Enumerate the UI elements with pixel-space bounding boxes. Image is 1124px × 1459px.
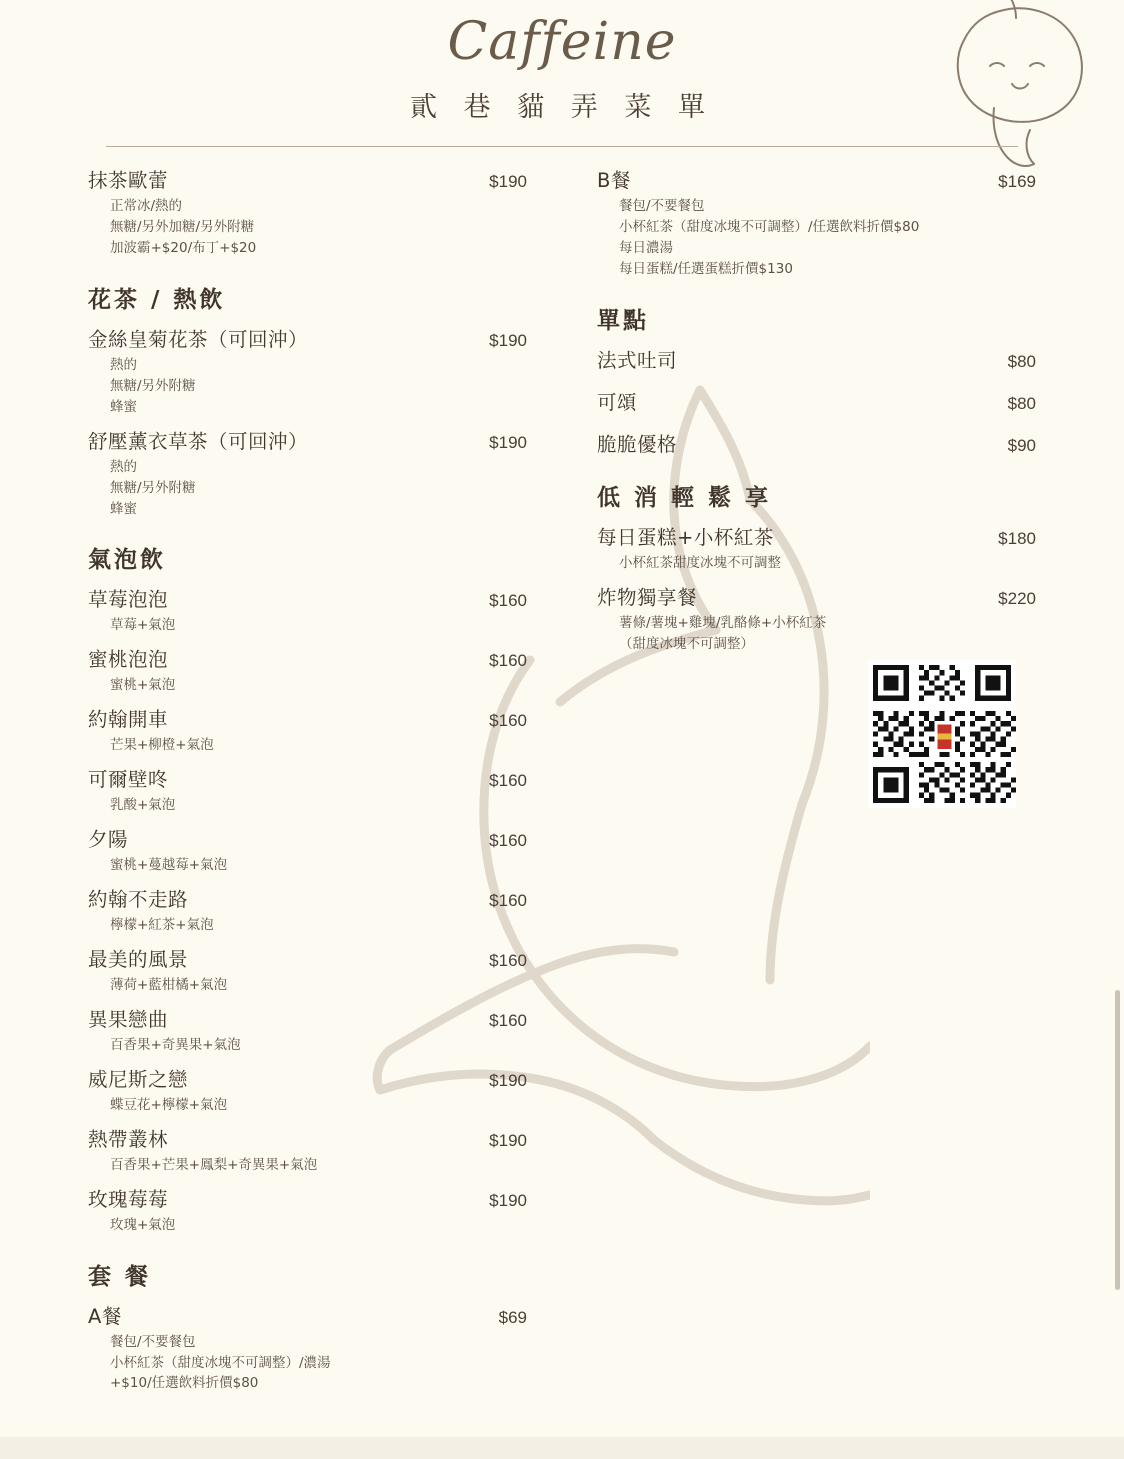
menu-section-heading: 氣泡飲 [88, 547, 166, 574]
menu-item-description-line: 無糖/另外加糖/另外附糖 [110, 219, 255, 236]
menu-item-description [110, 1155, 527, 1176]
menu-item-description-line: 蜂蜜 [110, 398, 137, 415]
menu-item-description-line: 熱的 [110, 356, 137, 373]
menu-item-description-line: （甜度冰塊不可調整） [619, 635, 754, 652]
menu-item-row [88, 884, 527, 912]
menu-item-description [110, 795, 527, 816]
menu-item-description-line: 百香果+奇異果+氣泡 [110, 1036, 241, 1053]
menu-item [88, 1004, 527, 1056]
menu-item [597, 582, 1036, 655]
qr-code-icon[interactable] [868, 660, 1016, 808]
menu-item [88, 324, 527, 418]
menu-item-row [88, 165, 527, 193]
menu-item-name: 舒壓薰衣草茶（可回沖） [88, 429, 309, 453]
menu-item-description [619, 196, 1036, 280]
menu-item-row [88, 426, 527, 454]
menu-item [88, 165, 527, 259]
menu-item-name: 蜜桃泡泡 [88, 648, 169, 672]
menu-item-row [88, 1004, 527, 1032]
menu-item-description [110, 1215, 527, 1236]
menu-item-name: 炸物獨享餐 [597, 585, 698, 609]
menu-item [88, 1064, 527, 1116]
menu-item-price: $160 [489, 651, 527, 671]
menu-item-row [88, 1124, 527, 1152]
menu-item [88, 944, 527, 996]
menu-item-description-line: 薄荷+藍柑橘+氣泡 [110, 977, 228, 994]
menu-item-price: $69 [498, 1307, 527, 1327]
menu-item-name: 約翰開車 [88, 708, 169, 732]
menu-item-description-line: 百香果+芒果+鳳梨+奇異果+氣泡 [110, 1156, 318, 1173]
menu-section-heading: 低 消 輕 鬆 享 [597, 484, 772, 511]
menu-item-name: 約翰不走路 [88, 888, 189, 912]
menu-item [88, 584, 527, 636]
menu-item [88, 824, 527, 876]
menu-item-name: 抹茶歐蕾 [88, 169, 169, 193]
menu-item-description [110, 675, 527, 696]
menu-item-row [597, 429, 1036, 457]
menu-item-description [619, 553, 1036, 574]
menu-item [88, 764, 527, 816]
menu-item [88, 1124, 527, 1176]
menu-item [597, 345, 1036, 373]
menu-item-description [619, 613, 1036, 655]
menu-item-row [88, 644, 527, 672]
menu-item-description-line: 草莓+氣泡 [110, 617, 176, 634]
menu-item-description-line: 無糖/另外附糖 [110, 377, 196, 394]
menu-item-description-line: 小杯紅茶甜度冰塊不可調整 [619, 554, 781, 571]
menu-item-description-line: 餐包/不要餐包 [619, 198, 705, 215]
menu-item-row [88, 324, 527, 352]
menu-item-description-line: 蜜桃+氣泡 [110, 677, 176, 694]
menu-item-name: 可頌 [597, 390, 638, 414]
menu-item-name: 脆脆優格 [597, 432, 678, 456]
menu-item-price: $160 [489, 771, 527, 791]
menu-item-description-line: 薯條/薯塊+雞塊/乳酪條+小杯紅茶 [619, 614, 827, 631]
menu-item-price: $190 [489, 432, 527, 452]
menu-item-description-line: 乳酸+氣泡 [110, 797, 176, 814]
menu-item-price: $190 [489, 1190, 527, 1210]
menu-item-row [597, 165, 1036, 193]
menu-item-name: 金絲皇菊花茶（可回沖） [88, 327, 309, 351]
menu-item [597, 522, 1036, 574]
menu-section-heading: 花茶 / 熱飲 [88, 286, 226, 313]
menu-item-description-line: 熱的 [110, 458, 137, 475]
menu-item-price: $160 [489, 1010, 527, 1030]
menu-item-description-line: 小杯紅茶（甜度冰塊不可調整）/任選飲料折價$80 [619, 219, 920, 236]
menu-item-description [110, 457, 527, 520]
menu-item-price: $90 [1007, 435, 1036, 455]
menu-item-description [110, 1095, 527, 1116]
menu-item-price: $160 [489, 831, 527, 851]
page-title: 貳 巷 貓 弄 菜 單 [410, 92, 714, 124]
menu-item-row [88, 944, 527, 972]
menu-item-row [597, 582, 1036, 610]
menu-item-description-line: 每日蛋糕/任選蛋糕折價$130 [619, 260, 793, 277]
menu-item-description-line: 小杯紅茶（甜度冰塊不可調整）/濃湯 [110, 1354, 331, 1371]
menu-item [88, 704, 527, 756]
menu-item-price: $160 [489, 951, 527, 971]
menu-item-price: $190 [489, 1130, 527, 1150]
menu-item-name: 可爾壁咚 [88, 768, 169, 792]
menu-item [88, 1184, 527, 1236]
menu-item-price: $80 [1007, 351, 1036, 371]
menu-item-name: 威尼斯之戀 [88, 1067, 189, 1091]
brand-name: Caffeine [447, 12, 677, 72]
menu-item-description-line: 無糖/另外附糖 [110, 479, 196, 496]
qr-code-block[interactable] [868, 660, 1016, 813]
menu-column-left [88, 165, 527, 1402]
menu-item-description-line: +$10/任選飲料折價$80 [110, 1375, 259, 1392]
menu-item-description-line: 芒果+柳橙+氣泡 [110, 737, 214, 754]
menu-item-description-line: 蜂蜜 [110, 500, 137, 517]
menu-item-name: 熱帶叢林 [88, 1127, 169, 1151]
menu-item-description [110, 975, 527, 996]
menu-item-description-line: 玫瑰+氣泡 [110, 1216, 176, 1233]
menu-item [88, 426, 527, 520]
menu-item-description [110, 915, 527, 936]
menu-item-description-line: 檸檬+紅茶+氣泡 [110, 917, 214, 934]
menu-item-description-line: 正常冰/熱的 [110, 198, 183, 215]
menu-item-description-line: 蜜桃+蔓越莓+氣泡 [110, 857, 228, 874]
menu-item-price: $190 [489, 330, 527, 350]
menu-item-description [110, 735, 527, 756]
menu-item-row [597, 345, 1036, 373]
menu-section-heading: 套 餐 [88, 1263, 152, 1290]
menu-section-heading: 單點 [597, 307, 649, 334]
menu-item-row [88, 764, 527, 792]
menu-item-name: 玫瑰莓莓 [88, 1187, 169, 1211]
menu-item-price: $180 [998, 528, 1036, 548]
menu-item-row [88, 584, 527, 612]
menu-item-row [88, 824, 527, 852]
menu-item-name: 最美的風景 [88, 948, 189, 972]
menu-item-name: 每日蛋糕+小杯紅茶 [597, 525, 774, 549]
menu-item-price: $220 [998, 588, 1036, 608]
menu-header [0, 0, 1124, 147]
menu-item [597, 387, 1036, 415]
menu-item-row [88, 1064, 527, 1092]
menu-item-description [110, 196, 527, 259]
menu-item-price: $80 [1007, 393, 1036, 413]
menu-item-description-line: 蝶豆花+檸檬+氣泡 [110, 1096, 228, 1113]
menu-item [597, 165, 1036, 280]
scrollbar-thumb[interactable] [1115, 990, 1120, 1290]
menu-item-price: $169 [998, 172, 1036, 192]
menu-item-name: B餐 [597, 169, 631, 193]
menu-item-price: $190 [489, 1070, 527, 1090]
menu-item-row [88, 1184, 527, 1212]
menu-item-description-line: 每日濃湯 [619, 240, 673, 257]
menu-item-description [110, 1332, 527, 1395]
menu-item-name: 法式吐司 [597, 348, 678, 372]
menu-item [88, 644, 527, 696]
menu-item-description [110, 615, 527, 636]
menu-item [88, 884, 527, 936]
menu-item-name: A餐 [88, 1304, 122, 1328]
menu-item-row [597, 522, 1036, 550]
page-bottom-band [0, 1437, 1124, 1459]
menu-item [597, 429, 1036, 457]
menu-item-description [110, 855, 527, 876]
menu-item-price: $160 [489, 711, 527, 731]
menu-item [88, 1301, 527, 1395]
menu-item-price: $160 [489, 591, 527, 611]
menu-item-description-line: 餐包/不要餐包 [110, 1333, 196, 1350]
menu-item-row [88, 704, 527, 732]
menu-item-price: $190 [489, 172, 527, 192]
menu-item-name: 草莓泡泡 [88, 588, 169, 612]
menu-item-name: 異果戀曲 [88, 1007, 169, 1031]
menu-item-description [110, 355, 527, 418]
menu-item-description-line: 加波霸+$20/布丁+$20 [110, 240, 257, 257]
menu-item-row [597, 387, 1036, 415]
menu-item-price: $160 [489, 891, 527, 911]
menu-item-description [110, 1035, 527, 1056]
menu-item-name: 夕陽 [88, 828, 129, 852]
menu-item-row [88, 1301, 527, 1329]
